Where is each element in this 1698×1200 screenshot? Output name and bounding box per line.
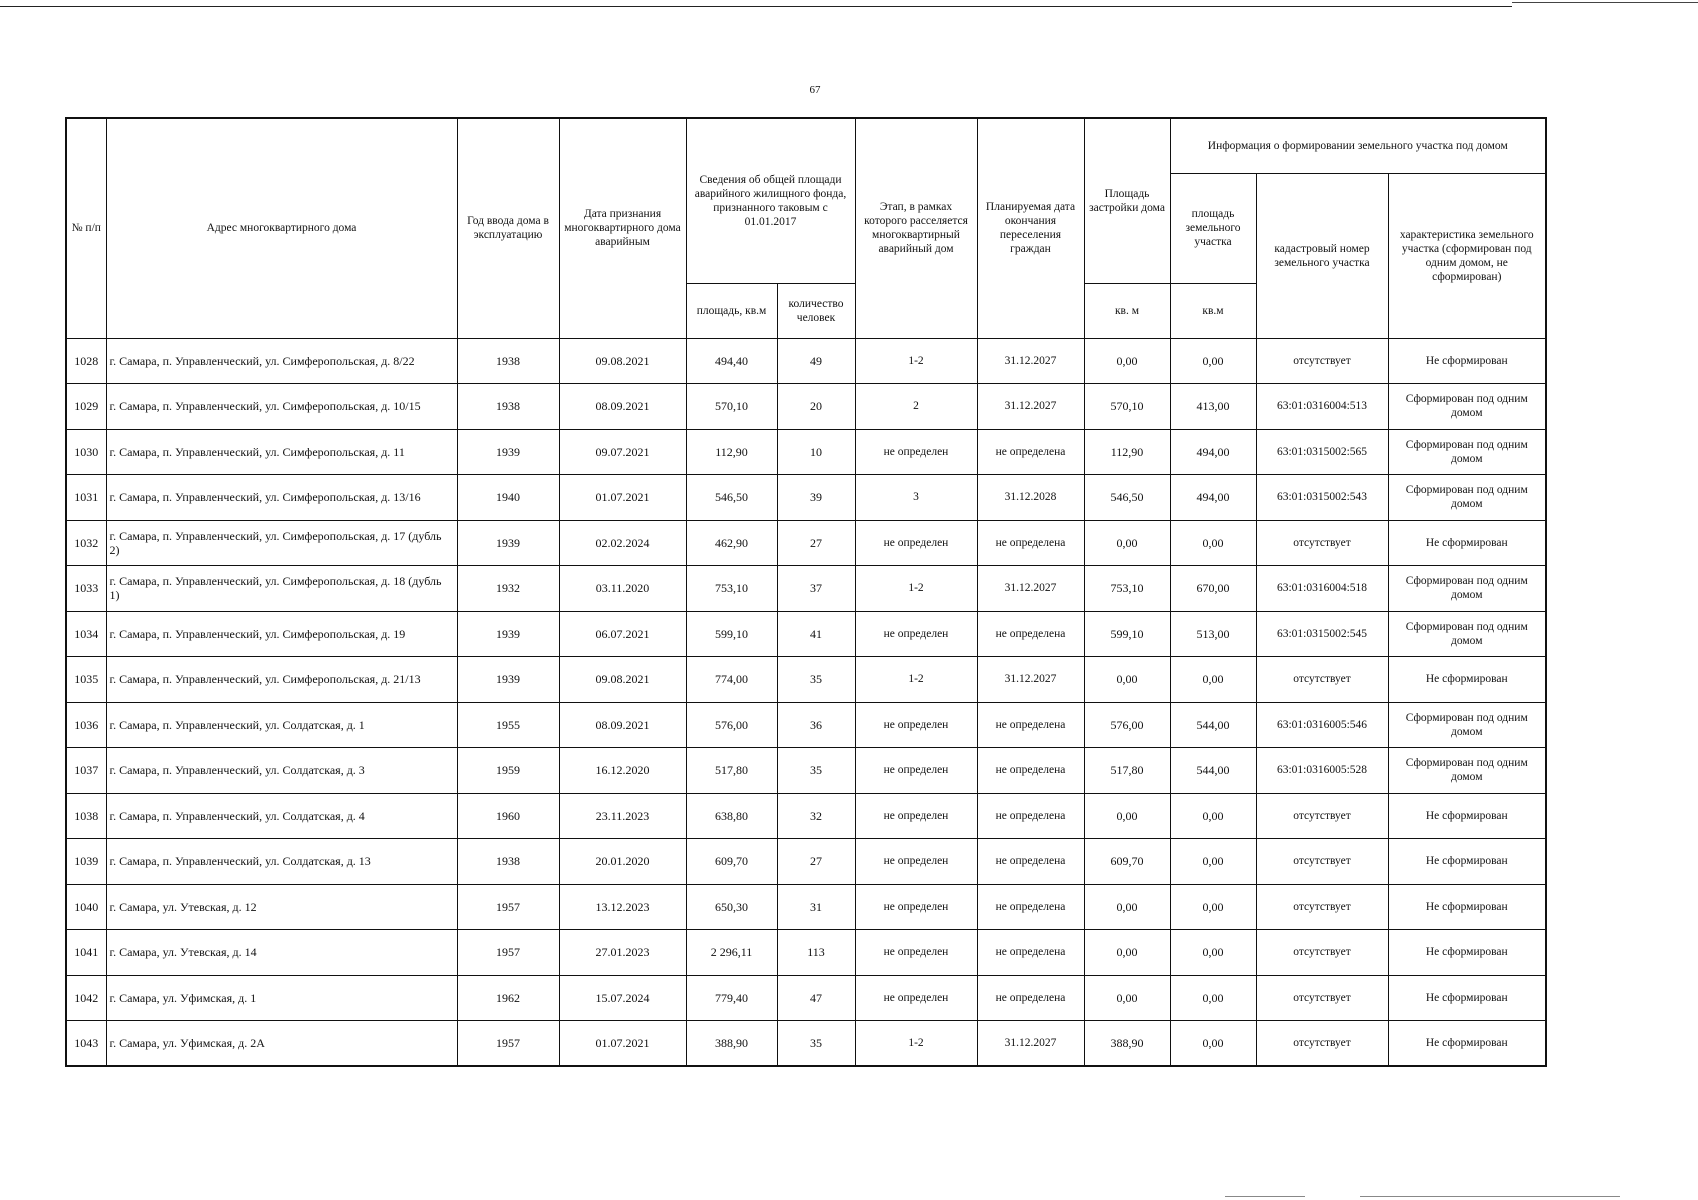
row-land-status: Сформирован под одним домом [1388, 748, 1546, 794]
header-num: № п/п [66, 118, 106, 338]
row-number: 1029 [66, 384, 106, 430]
row-land-area: 0,00 [1170, 1021, 1256, 1067]
row-address: г. Самара, п. Управленческий, ул. Симферопольская, д. 10/15 [106, 384, 457, 430]
table-row [66, 475, 1546, 521]
row-land-area: 0,00 [1170, 338, 1256, 384]
row-land-status: Не сформирован [1388, 793, 1546, 839]
row-land-area: 544,00 [1170, 748, 1256, 794]
row-cadastral: отсутствует [1256, 884, 1388, 930]
row-area: 774,00 [686, 657, 777, 703]
row-people: 27 [777, 839, 855, 885]
row-stage: 1-2 [855, 566, 977, 612]
row-recognition-date: 08.09.2021 [559, 702, 686, 748]
row-number: 1038 [66, 793, 106, 839]
row-land-status: Не сформирован [1388, 1021, 1546, 1067]
row-area: 462,90 [686, 520, 777, 566]
row-people: 32 [777, 793, 855, 839]
table-row [66, 520, 1546, 566]
row-year: 1962 [457, 975, 559, 1021]
table-row [66, 793, 1546, 839]
row-area: 599,10 [686, 611, 777, 657]
row-land-area: 494,00 [1170, 475, 1256, 521]
row-year: 1939 [457, 429, 559, 475]
row-stage: не определен [855, 884, 977, 930]
row-stage: не определен [855, 930, 977, 976]
table-row [66, 1021, 1546, 1067]
header-land-info: Информация о формировании земельного участка под домом [1170, 118, 1546, 173]
row-recognition-date: 23.11.2023 [559, 793, 686, 839]
row-area: 779,40 [686, 975, 777, 1021]
row-building-area: 0,00 [1084, 884, 1170, 930]
row-cadastral: 63:01:0316005:528 [1256, 748, 1388, 794]
row-stage: не определен [855, 748, 977, 794]
row-number: 1034 [66, 611, 106, 657]
row-stage: не определен [855, 839, 977, 885]
page-number: 67 [809, 84, 821, 96]
table-row [66, 384, 1546, 430]
row-area: 638,80 [686, 793, 777, 839]
row-land-status: Сформирован под одним домом [1388, 384, 1546, 430]
row-recognition-date: 09.08.2021 [559, 657, 686, 703]
row-area: 112,90 [686, 429, 777, 475]
row-cadastral: отсутствует [1256, 657, 1388, 703]
row-number: 1036 [66, 702, 106, 748]
row-area: 650,30 [686, 884, 777, 930]
row-year: 1957 [457, 884, 559, 930]
row-stage: не определен [855, 611, 977, 657]
row-land-area: 513,00 [1170, 611, 1256, 657]
row-year: 1939 [457, 657, 559, 703]
row-building-area: 517,80 [1084, 748, 1170, 794]
row-stage: не определен [855, 429, 977, 475]
row-year: 1960 [457, 793, 559, 839]
row-land-status: Не сформирован [1388, 520, 1546, 566]
row-area: 576,00 [686, 702, 777, 748]
row-people: 31 [777, 884, 855, 930]
header-stage: Этап, в рамках которого расселяется многоквартирный аварийный дом [855, 118, 977, 338]
row-cadastral: отсутствует [1256, 1021, 1388, 1067]
row-land-status: Сформирован под одним домом [1388, 566, 1546, 612]
row-land-status: Не сформирован [1388, 657, 1546, 703]
row-land-status: Не сформирован [1388, 338, 1546, 384]
row-number: 1035 [66, 657, 106, 703]
row-number: 1042 [66, 975, 106, 1021]
row-address: г. Самара, п. Управленческий, ул. Симферопольская, д. 19 [106, 611, 457, 657]
row-people: 113 [777, 930, 855, 976]
header-land-area-unit: кв.м [1170, 283, 1256, 338]
header-land-area: площадь земельного участка [1170, 173, 1256, 283]
row-land-status: Не сформирован [1388, 884, 1546, 930]
row-stage: не определен [855, 975, 977, 1021]
row-recognition-date: 13.12.2023 [559, 884, 686, 930]
table-row [66, 975, 1546, 1021]
row-cadastral: 63:01:0315002:545 [1256, 611, 1388, 657]
row-number: 1041 [66, 930, 106, 976]
row-stage: 2 [855, 384, 977, 430]
table-row [66, 429, 1546, 475]
row-number: 1037 [66, 748, 106, 794]
row-planned-date: 31.12.2027 [977, 657, 1084, 703]
row-people: 36 [777, 702, 855, 748]
row-stage: не определен [855, 793, 977, 839]
row-number: 1030 [66, 429, 106, 475]
header-people-count: количество человек [777, 283, 855, 338]
row-building-area: 599,10 [1084, 611, 1170, 657]
row-year: 1938 [457, 338, 559, 384]
row-cadastral: отсутствует [1256, 793, 1388, 839]
table-row [66, 930, 1546, 976]
row-year: 1959 [457, 748, 559, 794]
row-planned-date: не определена [977, 884, 1084, 930]
row-planned-date: не определена [977, 839, 1084, 885]
row-land-area: 494,00 [1170, 429, 1256, 475]
row-address: г. Самара, п. Управленческий, ул. Симферопольская, д. 21/13 [106, 657, 457, 703]
row-recognition-date: 03.11.2020 [559, 566, 686, 612]
row-address: г. Самара, ул. Утевская, д. 12 [106, 884, 457, 930]
row-people: 47 [777, 975, 855, 1021]
row-recognition-date: 01.07.2021 [559, 1021, 686, 1067]
row-address: г. Самара, п. Управленческий, ул. Симферопольская, д. 11 [106, 429, 457, 475]
row-number: 1033 [66, 566, 106, 612]
row-address: г. Самара, ул. Уфимская, д. 1 [106, 975, 457, 1021]
row-cadastral: отсутствует [1256, 338, 1388, 384]
top-border-line [0, 6, 1512, 7]
row-planned-date: не определена [977, 429, 1084, 475]
row-number: 1032 [66, 520, 106, 566]
row-address: г. Самара, п. Управленческий, ул. Солдатская, д. 4 [106, 793, 457, 839]
header-address: Адрес многоквартирного дома [106, 118, 457, 338]
row-people: 41 [777, 611, 855, 657]
row-building-area: 753,10 [1084, 566, 1170, 612]
row-address: г. Самара, п. Управленческий, ул. Симферопольская, д. 18 (дубль 1) [106, 566, 457, 612]
row-recognition-date: 08.09.2021 [559, 384, 686, 430]
row-area: 753,10 [686, 566, 777, 612]
row-land-area: 0,00 [1170, 520, 1256, 566]
row-address: г. Самара, п. Управленческий, ул. Солдатская, д. 1 [106, 702, 457, 748]
row-building-area: 0,00 [1084, 793, 1170, 839]
emergency-housing-table [65, 117, 1547, 1067]
table-row [66, 748, 1546, 794]
row-people: 35 [777, 748, 855, 794]
row-planned-date: не определена [977, 930, 1084, 976]
row-address: г. Самара, ул. Уфимская, д. 2А [106, 1021, 457, 1067]
row-number: 1031 [66, 475, 106, 521]
row-area: 517,80 [686, 748, 777, 794]
row-land-status: Сформирован под одним домом [1388, 611, 1546, 657]
row-year: 1938 [457, 839, 559, 885]
row-cadastral: 63:01:0316005:546 [1256, 702, 1388, 748]
row-stage: не определен [855, 702, 977, 748]
row-number: 1043 [66, 1021, 106, 1067]
row-building-area: 0,00 [1084, 930, 1170, 976]
table-row [66, 839, 1546, 885]
row-people: 20 [777, 384, 855, 430]
row-area: 2 296,11 [686, 930, 777, 976]
row-year: 1955 [457, 702, 559, 748]
row-land-status: Не сформирован [1388, 839, 1546, 885]
top-border-line-right [1512, 2, 1698, 3]
row-year: 1939 [457, 520, 559, 566]
row-address: г. Самара, п. Управленческий, ул. Солдатская, д. 13 [106, 839, 457, 885]
row-cadastral: отсутствует [1256, 930, 1388, 976]
table-row [66, 338, 1546, 384]
row-area: 388,90 [686, 1021, 777, 1067]
row-year: 1957 [457, 930, 559, 976]
row-planned-date: 31.12.2027 [977, 338, 1084, 384]
row-land-status: Сформирован под одним домом [1388, 475, 1546, 521]
row-cadastral: 63:01:0316004:518 [1256, 566, 1388, 612]
row-land-status: Сформирован под одним домом [1388, 429, 1546, 475]
row-planned-date: не определена [977, 975, 1084, 1021]
row-building-area: 0,00 [1084, 338, 1170, 384]
row-building-area: 0,00 [1084, 657, 1170, 703]
header-building-area-unit: кв. м [1084, 283, 1170, 338]
row-recognition-date: 02.02.2024 [559, 520, 686, 566]
row-recognition-date: 09.08.2021 [559, 338, 686, 384]
row-year: 1939 [457, 611, 559, 657]
row-planned-date: не определена [977, 793, 1084, 839]
row-recognition-date: 01.07.2021 [559, 475, 686, 521]
row-cadastral: отсутствует [1256, 975, 1388, 1021]
row-recognition-date: 06.07.2021 [559, 611, 686, 657]
row-building-area: 0,00 [1084, 975, 1170, 1021]
row-land-area: 670,00 [1170, 566, 1256, 612]
row-year: 1932 [457, 566, 559, 612]
table-row [66, 657, 1546, 703]
row-people: 49 [777, 338, 855, 384]
row-year: 1938 [457, 384, 559, 430]
row-number: 1028 [66, 338, 106, 384]
header-recognition-date: Дата признания многоквартирного дома аварийным [559, 118, 686, 338]
row-address: г. Самара, п. Управленческий, ул. Симферопольская, д. 13/16 [106, 475, 457, 521]
row-land-status: Не сформирован [1388, 975, 1546, 1021]
row-stage: 3 [855, 475, 977, 521]
row-people: 37 [777, 566, 855, 612]
table-row [66, 884, 1546, 930]
row-planned-date: не определена [977, 748, 1084, 794]
row-cadastral: отсутствует [1256, 520, 1388, 566]
row-number: 1040 [66, 884, 106, 930]
header-land-status: характеристика земельного участка (сформирован под одним домом, не сформирован) [1388, 173, 1546, 338]
row-stage: 1-2 [855, 1021, 977, 1067]
row-area: 546,50 [686, 475, 777, 521]
row-people: 35 [777, 657, 855, 703]
header-year: Год ввода дома в эксплуатацию [457, 118, 559, 338]
header-fund-info: Сведения об общей площади аварийного жилищного фонда, признанного таковым с 01.01.2017 [686, 118, 855, 283]
row-land-status: Сформирован под одним домом [1388, 702, 1546, 748]
row-land-area: 0,00 [1170, 884, 1256, 930]
table-row [66, 566, 1546, 612]
row-land-area: 0,00 [1170, 975, 1256, 1021]
table-row [66, 611, 1546, 657]
header-planned-date: Планируемая дата окончания переселения граждан [977, 118, 1084, 338]
row-address: г. Самара, п. Управленческий, ул. Солдатская, д. 3 [106, 748, 457, 794]
row-land-area: 0,00 [1170, 793, 1256, 839]
bottom-mark-line-right [1360, 1196, 1620, 1197]
row-building-area: 0,00 [1084, 520, 1170, 566]
row-planned-date: 31.12.2027 [977, 1021, 1084, 1067]
row-land-area: 544,00 [1170, 702, 1256, 748]
row-area: 570,10 [686, 384, 777, 430]
row-building-area: 570,10 [1084, 384, 1170, 430]
header-cadastral: кадастровый номер земельного участка [1256, 173, 1388, 338]
bottom-mark-line [1225, 1196, 1305, 1197]
row-building-area: 388,90 [1084, 1021, 1170, 1067]
row-cadastral: 63:01:0315002:543 [1256, 475, 1388, 521]
row-building-area: 112,90 [1084, 429, 1170, 475]
row-area: 494,40 [686, 338, 777, 384]
row-year: 1957 [457, 1021, 559, 1067]
row-people: 27 [777, 520, 855, 566]
row-planned-date: не определена [977, 520, 1084, 566]
row-recognition-date: 09.07.2021 [559, 429, 686, 475]
row-address: г. Самара, п. Управленческий, ул. Симферопольская, д. 8/22 [106, 338, 457, 384]
row-land-status: Не сформирован [1388, 930, 1546, 976]
header-area-sqm: площадь, кв.м [686, 283, 777, 338]
row-planned-date: 31.12.2027 [977, 384, 1084, 430]
row-cadastral: 63:01:0316004:513 [1256, 384, 1388, 430]
row-cadastral: отсутствует [1256, 839, 1388, 885]
row-stage: не определен [855, 520, 977, 566]
row-planned-date: 31.12.2028 [977, 475, 1084, 521]
row-planned-date: не определена [977, 611, 1084, 657]
row-land-area: 0,00 [1170, 657, 1256, 703]
row-recognition-date: 16.12.2020 [559, 748, 686, 794]
row-recognition-date: 27.01.2023 [559, 930, 686, 976]
row-year: 1940 [457, 475, 559, 521]
row-stage: 1-2 [855, 657, 977, 703]
row-planned-date: не определена [977, 702, 1084, 748]
row-planned-date: 31.12.2027 [977, 566, 1084, 612]
row-recognition-date: 20.01.2020 [559, 839, 686, 885]
row-number: 1039 [66, 839, 106, 885]
row-people: 35 [777, 1021, 855, 1067]
row-building-area: 576,00 [1084, 702, 1170, 748]
row-cadastral: 63:01:0315002:565 [1256, 429, 1388, 475]
row-recognition-date: 15.07.2024 [559, 975, 686, 1021]
row-people: 10 [777, 429, 855, 475]
header-building-area: Площадь застройки дома [1084, 118, 1170, 283]
row-building-area: 546,50 [1084, 475, 1170, 521]
row-address: г. Самара, п. Управленческий, ул. Симферопольская, д. 17 (дубль 2) [106, 520, 457, 566]
row-people: 39 [777, 475, 855, 521]
row-land-area: 413,00 [1170, 384, 1256, 430]
row-building-area: 609,70 [1084, 839, 1170, 885]
table-row [66, 702, 1546, 748]
row-area: 609,70 [686, 839, 777, 885]
row-land-area: 0,00 [1170, 930, 1256, 976]
row-land-area: 0,00 [1170, 839, 1256, 885]
row-stage: 1-2 [855, 338, 977, 384]
row-address: г. Самара, ул. Утевская, д. 14 [106, 930, 457, 976]
